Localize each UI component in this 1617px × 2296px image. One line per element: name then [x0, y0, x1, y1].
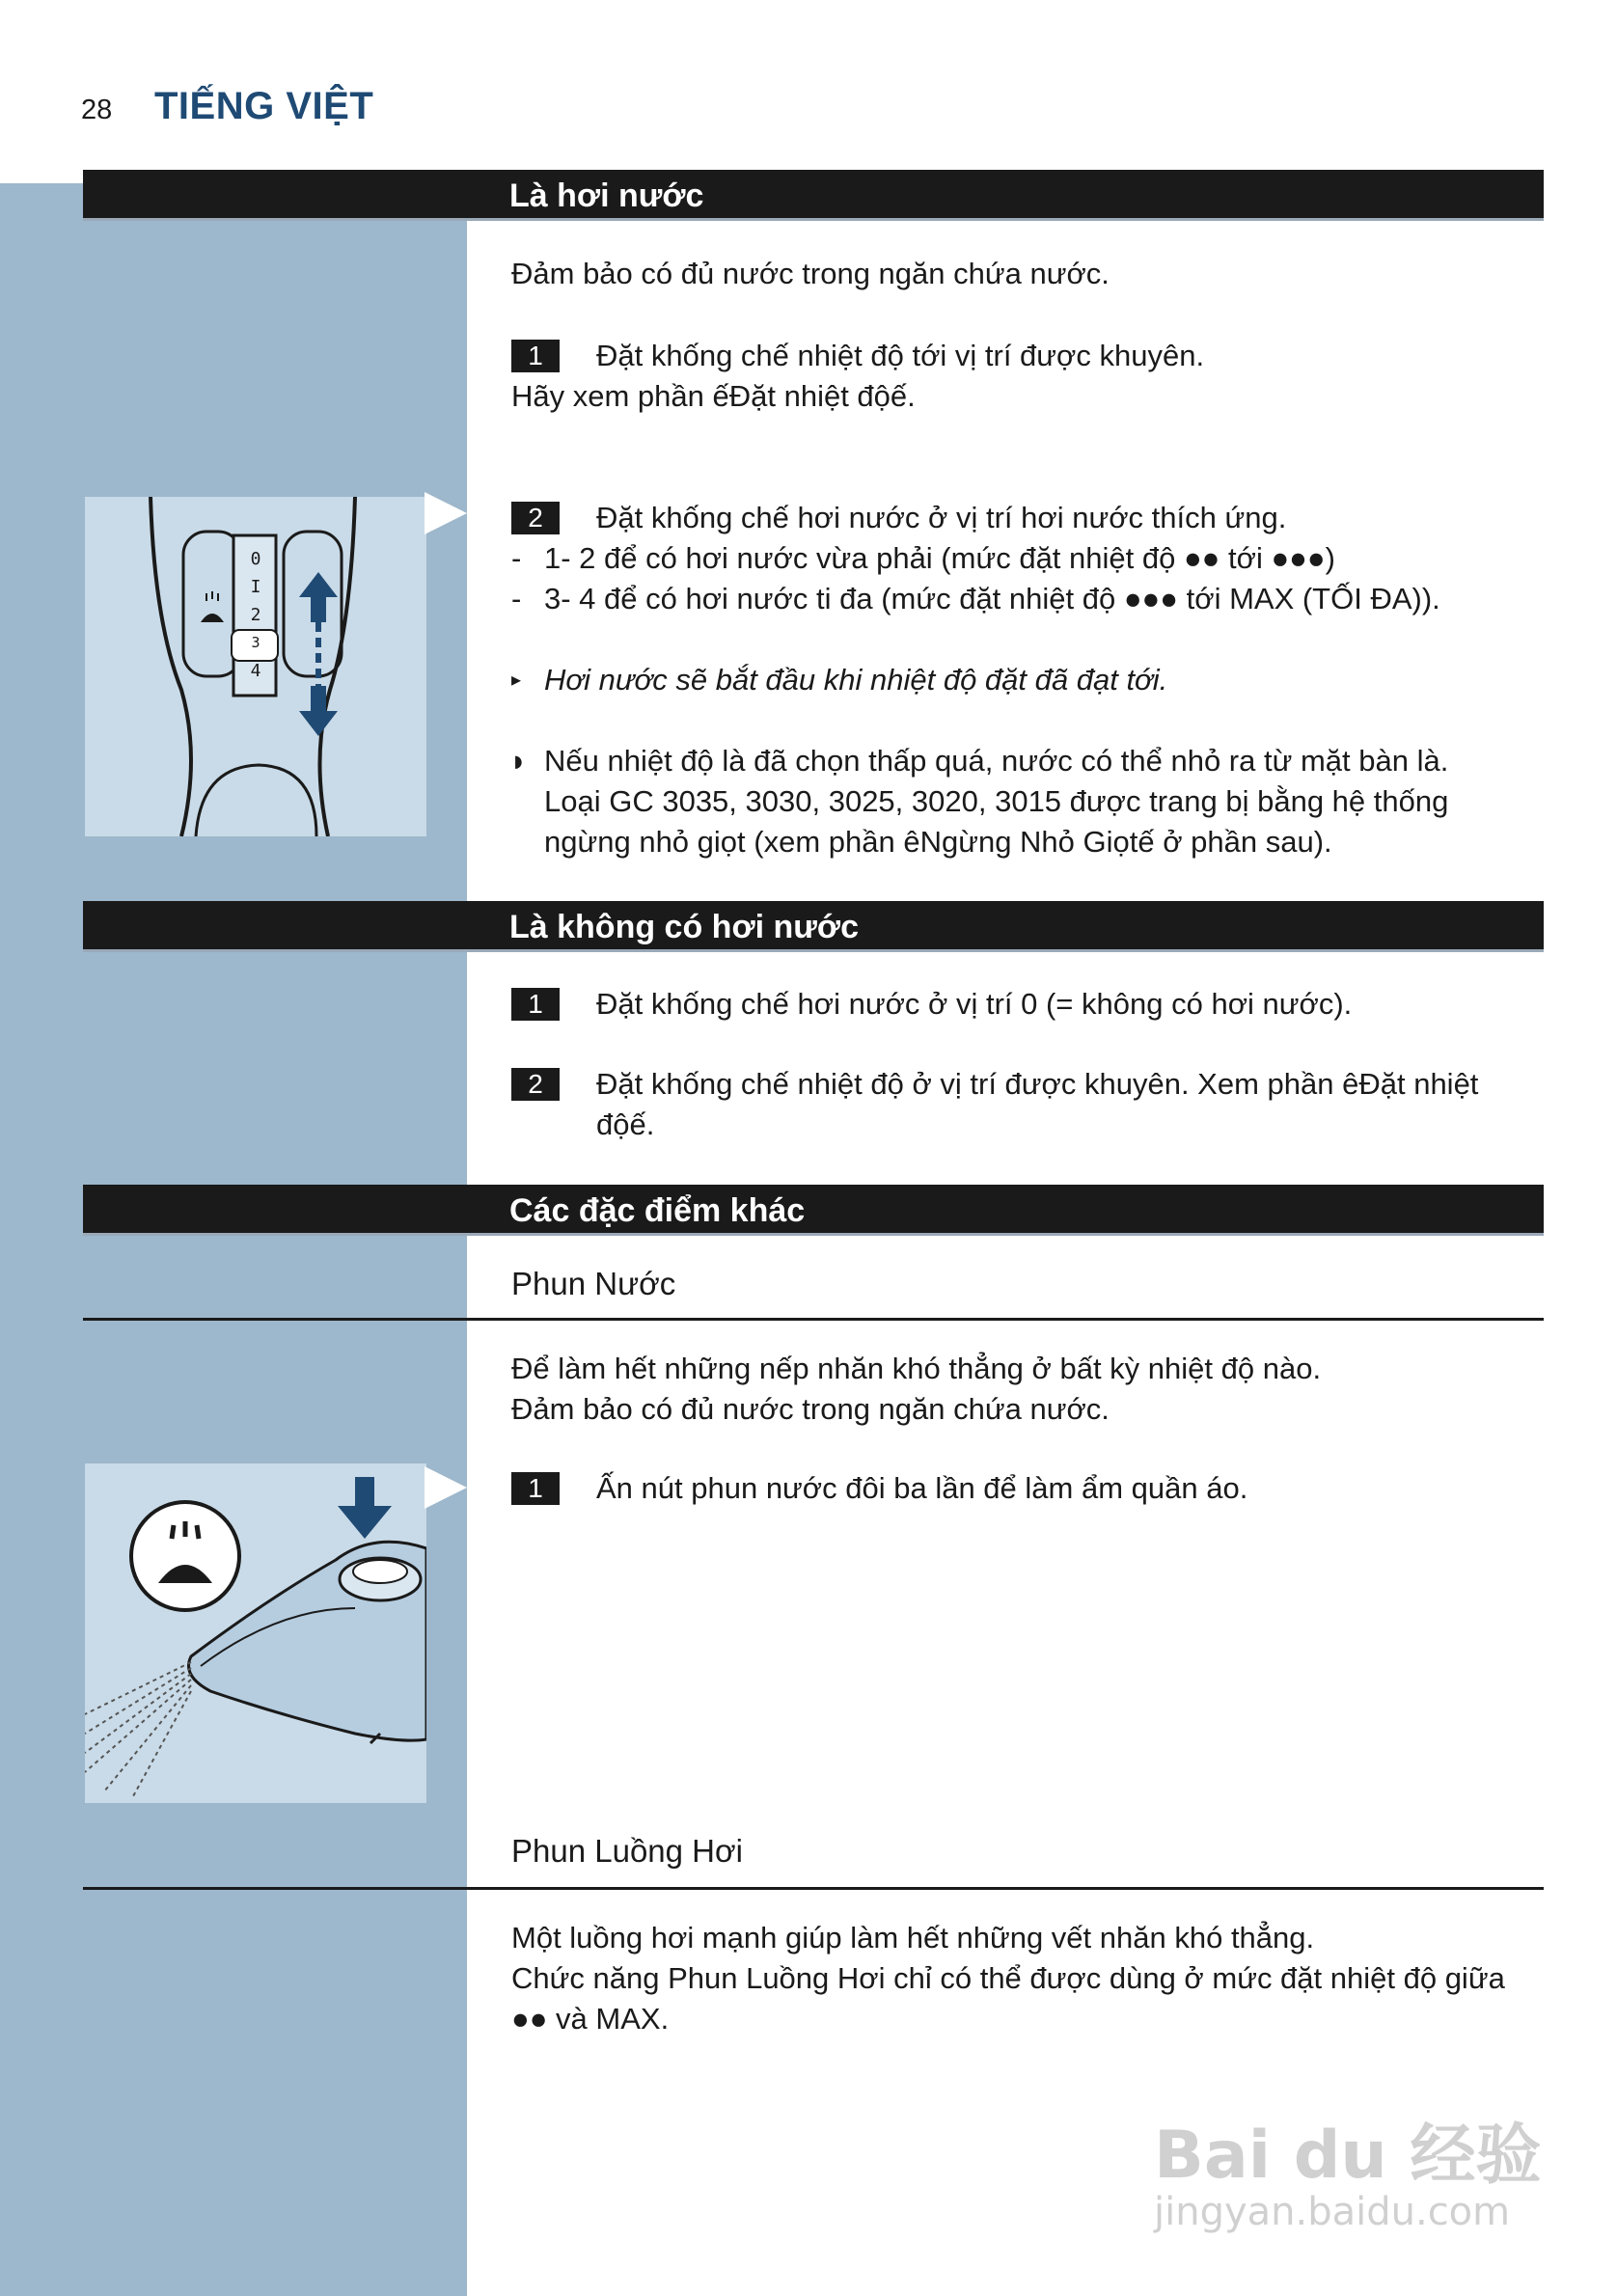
body-text: Một luồng hơi mạnh giúp làm hết những vết nhăn khó thẳng. [511, 1921, 1315, 1954]
section-bar-dry-ironing [83, 901, 1544, 952]
subsection-rule [83, 1887, 1544, 1890]
bullet-item: 3- 4 để có hơi nước ti đa (mức đặt nhiệt độ ●●● tới MAX (TỐI ĐA)). [544, 582, 1440, 615]
intro-text: Đảm bảo có đủ nước trong ngăn chứa nước. [511, 1392, 1110, 1426]
watermark-url: jingyan.baidu.com [1154, 2190, 1511, 2234]
step-text: Đặt khống chế hơi nước ở vị trí 0 (= không có hơi nước). [596, 987, 1353, 1021]
note-text: Loại GC 3035, 3030, 3025, 3020, 3015 được trang bị bằng hệ thống [544, 784, 1449, 818]
intro-text: Để làm hết những nếp nhăn khó thẳng ở bất kỳ nhiệt độ nào. [511, 1352, 1322, 1385]
step-number: 2 [511, 502, 560, 534]
step-number: 2 [511, 1068, 560, 1101]
spray-illustration [85, 1463, 426, 1803]
note-marker: ◗ [509, 744, 528, 778]
dial-label: 4 [250, 661, 261, 681]
page-language-title: TIẾNG VIỆT [154, 85, 374, 127]
watermark-logo: Bai du 经验 [1154, 2118, 1542, 2194]
illustration-pointer [425, 492, 467, 534]
dial-label: 2 [250, 605, 261, 625]
subsection-title: Phun Nước [511, 1266, 676, 1301]
dial-label: I [250, 577, 261, 597]
section-title: Các đặc điểm khác [509, 1192, 806, 1229]
dial-scale [246, 545, 265, 685]
illustration-pointer [425, 1466, 467, 1509]
step-text: Đặt khống chế hơi nước ở vị trí hơi nước thích ứng. [596, 501, 1287, 534]
step-text: Đặt khống chế nhiệt độ tới vị trí được khuyên. [596, 339, 1205, 372]
step-subtext: Hãy xem phần ếĐặt nhiệt độế. [511, 379, 916, 413]
step-number: 1 [511, 988, 560, 1021]
section-bar-other-features [83, 1185, 1544, 1236]
result-marker: ▸ [511, 670, 522, 691]
subsection-rule [83, 1318, 1544, 1321]
note-text: Nếu nhiệt độ là đã chọn thấp quá, nước có thể nhỏ ra từ mặt bàn là. [544, 744, 1449, 778]
intro-text: Đảm bảo có đủ nước trong ngăn chứa nước. [511, 257, 1110, 290]
subsection-title: Phun Luồng Hơi [511, 1833, 743, 1869]
bullet-dash: - [511, 541, 522, 575]
section-title: Là hơi nước [509, 178, 704, 214]
body-text: ●● và MAX. [511, 2002, 670, 2036]
step-text: Ấn nút phun nước đôi ba lần để làm ẩm quần áo. [596, 1471, 1248, 1505]
dial-label: 0 [250, 549, 261, 569]
page-number: 28 [81, 95, 113, 125]
step-number: 1 [511, 1472, 560, 1505]
result-text: Hơi nước sẽ bắt đầu khi nhiệt độ đặt đã đạt tới. [544, 663, 1168, 697]
dial-label: 3 [251, 634, 260, 651]
step-text: Đặt khống chế nhiệt độ ở vị trí được khuyên. Xem phần êĐặt nhiệt [596, 1067, 1479, 1101]
spray-drawing [85, 1463, 426, 1803]
step-text: độế. [596, 1107, 655, 1141]
body-text: Chức năng Phun Luồng Hơi chỉ có thể được dùng ở mức đặt nhiệt độ giữa [511, 1961, 1505, 1995]
step-number: 1 [511, 340, 560, 372]
bullet-item: 1- 2 để có hơi nước vừa phải (mức đặt nhiệt độ ●● tới ●●●) [544, 541, 1335, 575]
section-title: Là không có hơi nước [509, 909, 859, 945]
steam-dial-illustration [85, 497, 426, 836]
section-bar-steam-ironing [83, 170, 1544, 221]
bullet-dash: - [511, 582, 522, 615]
note-text: ngừng nhỏ giọt (xem phần êNgừng Nhỏ Giọtế ở phần sau). [544, 825, 1332, 859]
